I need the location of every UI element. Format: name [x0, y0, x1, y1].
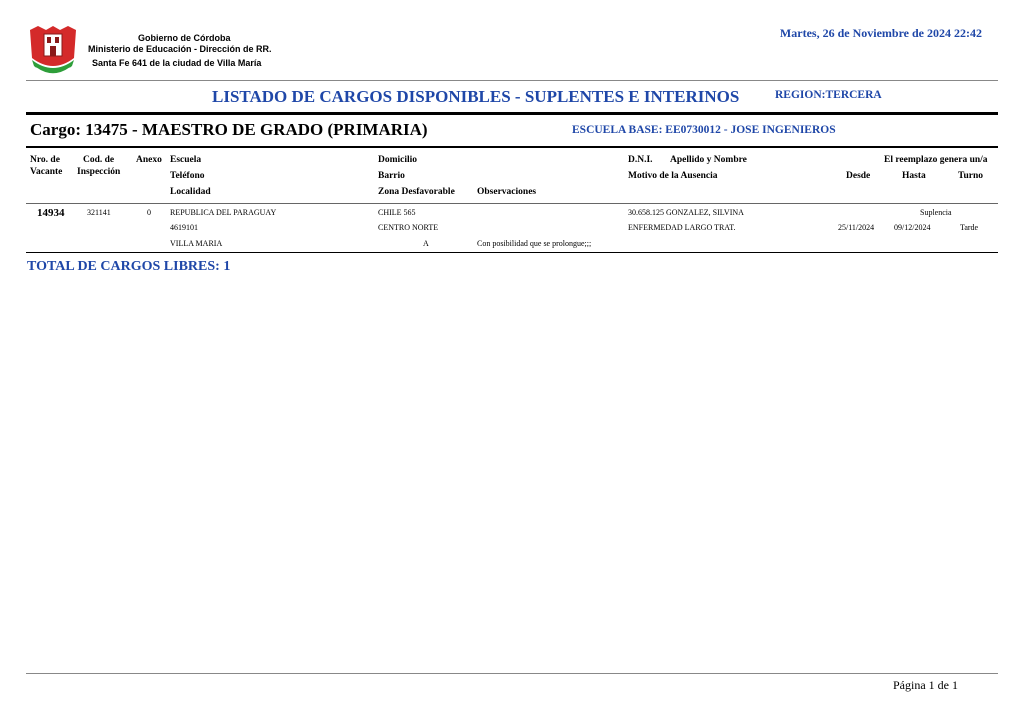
- page-number: Página 1 de 1: [893, 678, 958, 692]
- row-telefono: 4619101: [170, 223, 198, 232]
- col-desde: Desde: [846, 171, 871, 181]
- row-cod-inspeccion: 321141: [87, 208, 111, 217]
- header-divider: [26, 80, 998, 81]
- col-apellido: Apellido y Nombre: [670, 155, 747, 165]
- col-localidad: Localidad: [170, 187, 211, 197]
- col-hasta: Hasta: [902, 171, 926, 181]
- col-barrio: Barrio: [378, 171, 405, 181]
- col-anexo: Anexo: [136, 155, 162, 165]
- col-telefono: Teléfono: [170, 171, 205, 181]
- row-reemplazo: Suplencia: [920, 208, 952, 217]
- cargo-title: Cargo: 13475 - MAESTRO DE GRADO (PRIMARIA): [30, 120, 428, 139]
- title-divider: [26, 112, 998, 115]
- row-motivo: ENFERMEDAD LARGO TRAT.: [628, 223, 736, 232]
- col-cod-line2: Inspección: [77, 167, 121, 177]
- footer-divider: [26, 673, 998, 674]
- row-hasta: 09/12/2024: [894, 223, 931, 232]
- row-observaciones: Con posibilidad que se prolongue;;;: [477, 239, 592, 248]
- row-desde: 25/11/2024: [838, 223, 875, 232]
- row-anexo: 0: [147, 208, 151, 217]
- total-cargos-libres: TOTAL DE CARGOS LIBRES: 1: [27, 259, 231, 274]
- col-turno: Turno: [958, 171, 983, 181]
- col-zona: Zona Desfavorable: [378, 187, 455, 197]
- report-datetime: Martes, 26 de Noviembre de 2024 22:42: [779, 26, 982, 40]
- col-nro-line1: Nro. de: [30, 155, 60, 165]
- col-dni: D.N.I.: [628, 155, 653, 165]
- gov-name: Gobierno de Córdoba: [138, 33, 231, 43]
- school-base: ESCUELA BASE: EE0730012 - JOSE INGENIEROS: [572, 124, 836, 136]
- row-nro-vacante: 14934: [37, 207, 65, 219]
- row-barrio: CENTRO NORTE: [378, 223, 439, 232]
- row-divider: [26, 252, 998, 253]
- col-nro-line2: Vacante: [30, 167, 63, 177]
- cordoba-crest-logo: [26, 24, 80, 80]
- row-zona: A: [423, 239, 429, 248]
- row-dni-nombre: 30.658.125 GONZALEZ, SILVINA: [628, 208, 744, 217]
- row-domicilio: CHILE 565: [378, 208, 416, 217]
- col-motivo: Motivo de la Ausencia: [628, 171, 718, 181]
- cargo-divider: [26, 146, 998, 148]
- col-reemplazo: El reemplazo genera un/a: [884, 155, 988, 165]
- col-cod-line1: Cod. de: [83, 155, 115, 165]
- row-escuela: REPUBLICA DEL PARAGUAY: [170, 208, 277, 217]
- col-escuela: Escuela: [170, 155, 202, 165]
- row-turno: Tarde: [960, 223, 979, 232]
- col-domicilio: Domicilio: [378, 155, 418, 165]
- columns-divider: [26, 203, 998, 204]
- col-observaciones: Observaciones: [477, 187, 537, 197]
- ministry-name: Ministerio de Educación - Dirección de RR.: [88, 44, 272, 54]
- row-localidad: VILLA MARIA: [170, 239, 223, 248]
- ministry-address: Santa Fe 641 de la ciudad de Villa María: [92, 58, 262, 68]
- region-label: REGION:TERCERA: [775, 89, 882, 101]
- report-title: LISTADO DE CARGOS DISPONIBLES - SUPLENTES E INTERINOS: [212, 87, 740, 106]
